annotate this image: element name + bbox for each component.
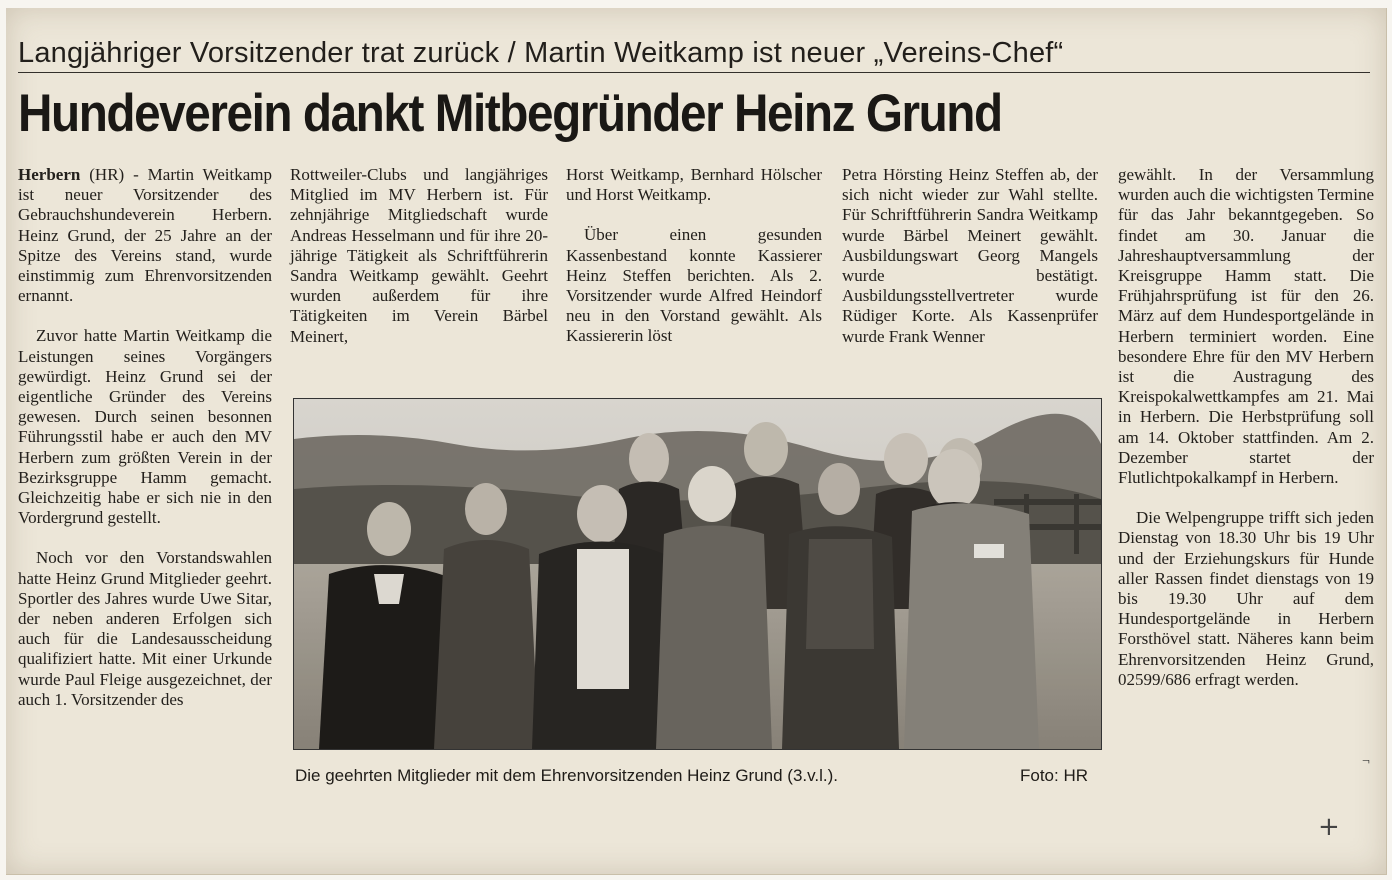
paragraph-text: (HR) - Martin Weitkamp ist neuer Vorsitzender des Gebrauchshundeverein Herbern. Heinz Grund, der 25 Jahre an der Spitze des Vereins stand, wurde einstimmig zum Ehrenvorsitzenden ernannt. [18, 165, 272, 306]
column-2 [290, 165, 548, 347]
paragraph: Zuvor hatte Martin Weitkamp die Leistungen seines Vorgängers gewürdigt. Heinz Grund sei der eigentliche Gründer des Vereins gewesen. Durch seinen besonnen Führungsstil habe er auch den MV Herbern zum größten Verein in der Bezirksgruppe Hamm gemacht. Gleichzeitig habe er sich nie in den Vordergrund gestellt. [18, 326, 272, 528]
corner-mark-icon: ¬ [1362, 754, 1370, 769]
group-photo-illustration [294, 399, 1101, 749]
group-photo [293, 398, 1102, 750]
paragraph: Petra Hörsting Heinz Steffen ab, der sich nicht wieder zur Wahl stellte. Für Schriftführerin Sandra Weitkamp wurde Bärbel Meinert gewählt. Ausbildungswart Georg Mangels wurde bestätigt. Ausbildungsstellvertreter wurde Rüdiger Korte. Als Kassenprüfer wurde Frank Wenner [842, 165, 1098, 346]
headline: Hundeverein dankt Mitbegründer Heinz Grund [18, 84, 1002, 143]
kicker-rule [18, 72, 1370, 73]
paragraph: Horst Weitkamp, Bernhard Hölscher und Horst Weitkamp. [566, 165, 822, 205]
paragraph: Noch vor den Vorstandswahlen hatte Heinz Grund Mitglieder geehrt. Sportler des Jahres wurde Uwe Sitar, der neben anderen Erfolgen sich auch für die Landesausscheidung qualifiziert hatte. Mit einer Urkunde wurde Paul Fleige ausgezeichnet, der auch 1. Vorsitzender des [18, 548, 272, 709]
kicker-line: Langjähriger Vorsitzender trat zurück / Martin Weitkamp ist neuer „Vereins-Chef“ [18, 37, 1064, 69]
column-5 [1118, 165, 1374, 690]
photo-credit: Foto: HR [1020, 766, 1089, 785]
paragraph: Rottweiler-Clubs und langjähriges Mitglied im MV Herbern ist. Für zehnjährige Mitgliedschaft wurde Andreas Hesselmann und für ihre 20-jährige Tätigkeit als Schriftführerin Sandra Weitkamp gewählt. Geehrt wurden außerdem für ihre Tätigkeiten im Verein Bärbel Meinert, [290, 165, 548, 346]
photo-caption: Die geehrten Mitglieder mit dem Ehrenvorsitzenden Heinz Grund (3.v.l.). [295, 766, 838, 785]
paragraph: Über einen gesunden Kassenbestand konnte Kassierer Heinz Steffen berichten. Als 2. Vorsitzender wurde Alfred Heindorf neu in den Vorstand gewählt. Als Kassiererin löst [566, 225, 822, 346]
paragraph: Die Welpengruppe trifft sich jeden Dienstag von 18.30 Uhr bis 19 Uhr und der Erziehungskurs für Hunde aller Rassen findet dienstags von 19 bis 19.30 Uhr auf dem Hundesportgelände in Herbern Forsthövel statt. Näheres kann beim Ehrenvorsitzenden Heinz Grund, 02599/686 erfragt werden. [1118, 508, 1374, 689]
crop-mark-icon: + [1318, 812, 1340, 842]
column-3 [566, 165, 822, 347]
paragraph: gewählt. In der Versammlung wurden auch die wichtigsten Termine für das Jahr bekanntgegeben. So findet am 30. Januar die Jahreshauptversammlung der Kreisgruppe Hamm statt. Die Frühjahrsprüfung ist für den 26. März auf dem Hundesportgelände in Herbern terminiert worden. Eine besondere Ehre für den MV Herbern ist die Austragung des Kreispokalwettkampfes am 21. Mai in Herbern. Die Herbstprüfung soll am 14. Oktober stattfinden. Am 2. Dezember startet der Flutlichtpokalkampf in Herbern. [1118, 165, 1374, 488]
column-4 [842, 165, 1098, 347]
dateline: Herbern [18, 165, 81, 184]
column-1 [18, 165, 272, 710]
paragraph [18, 165, 272, 306]
